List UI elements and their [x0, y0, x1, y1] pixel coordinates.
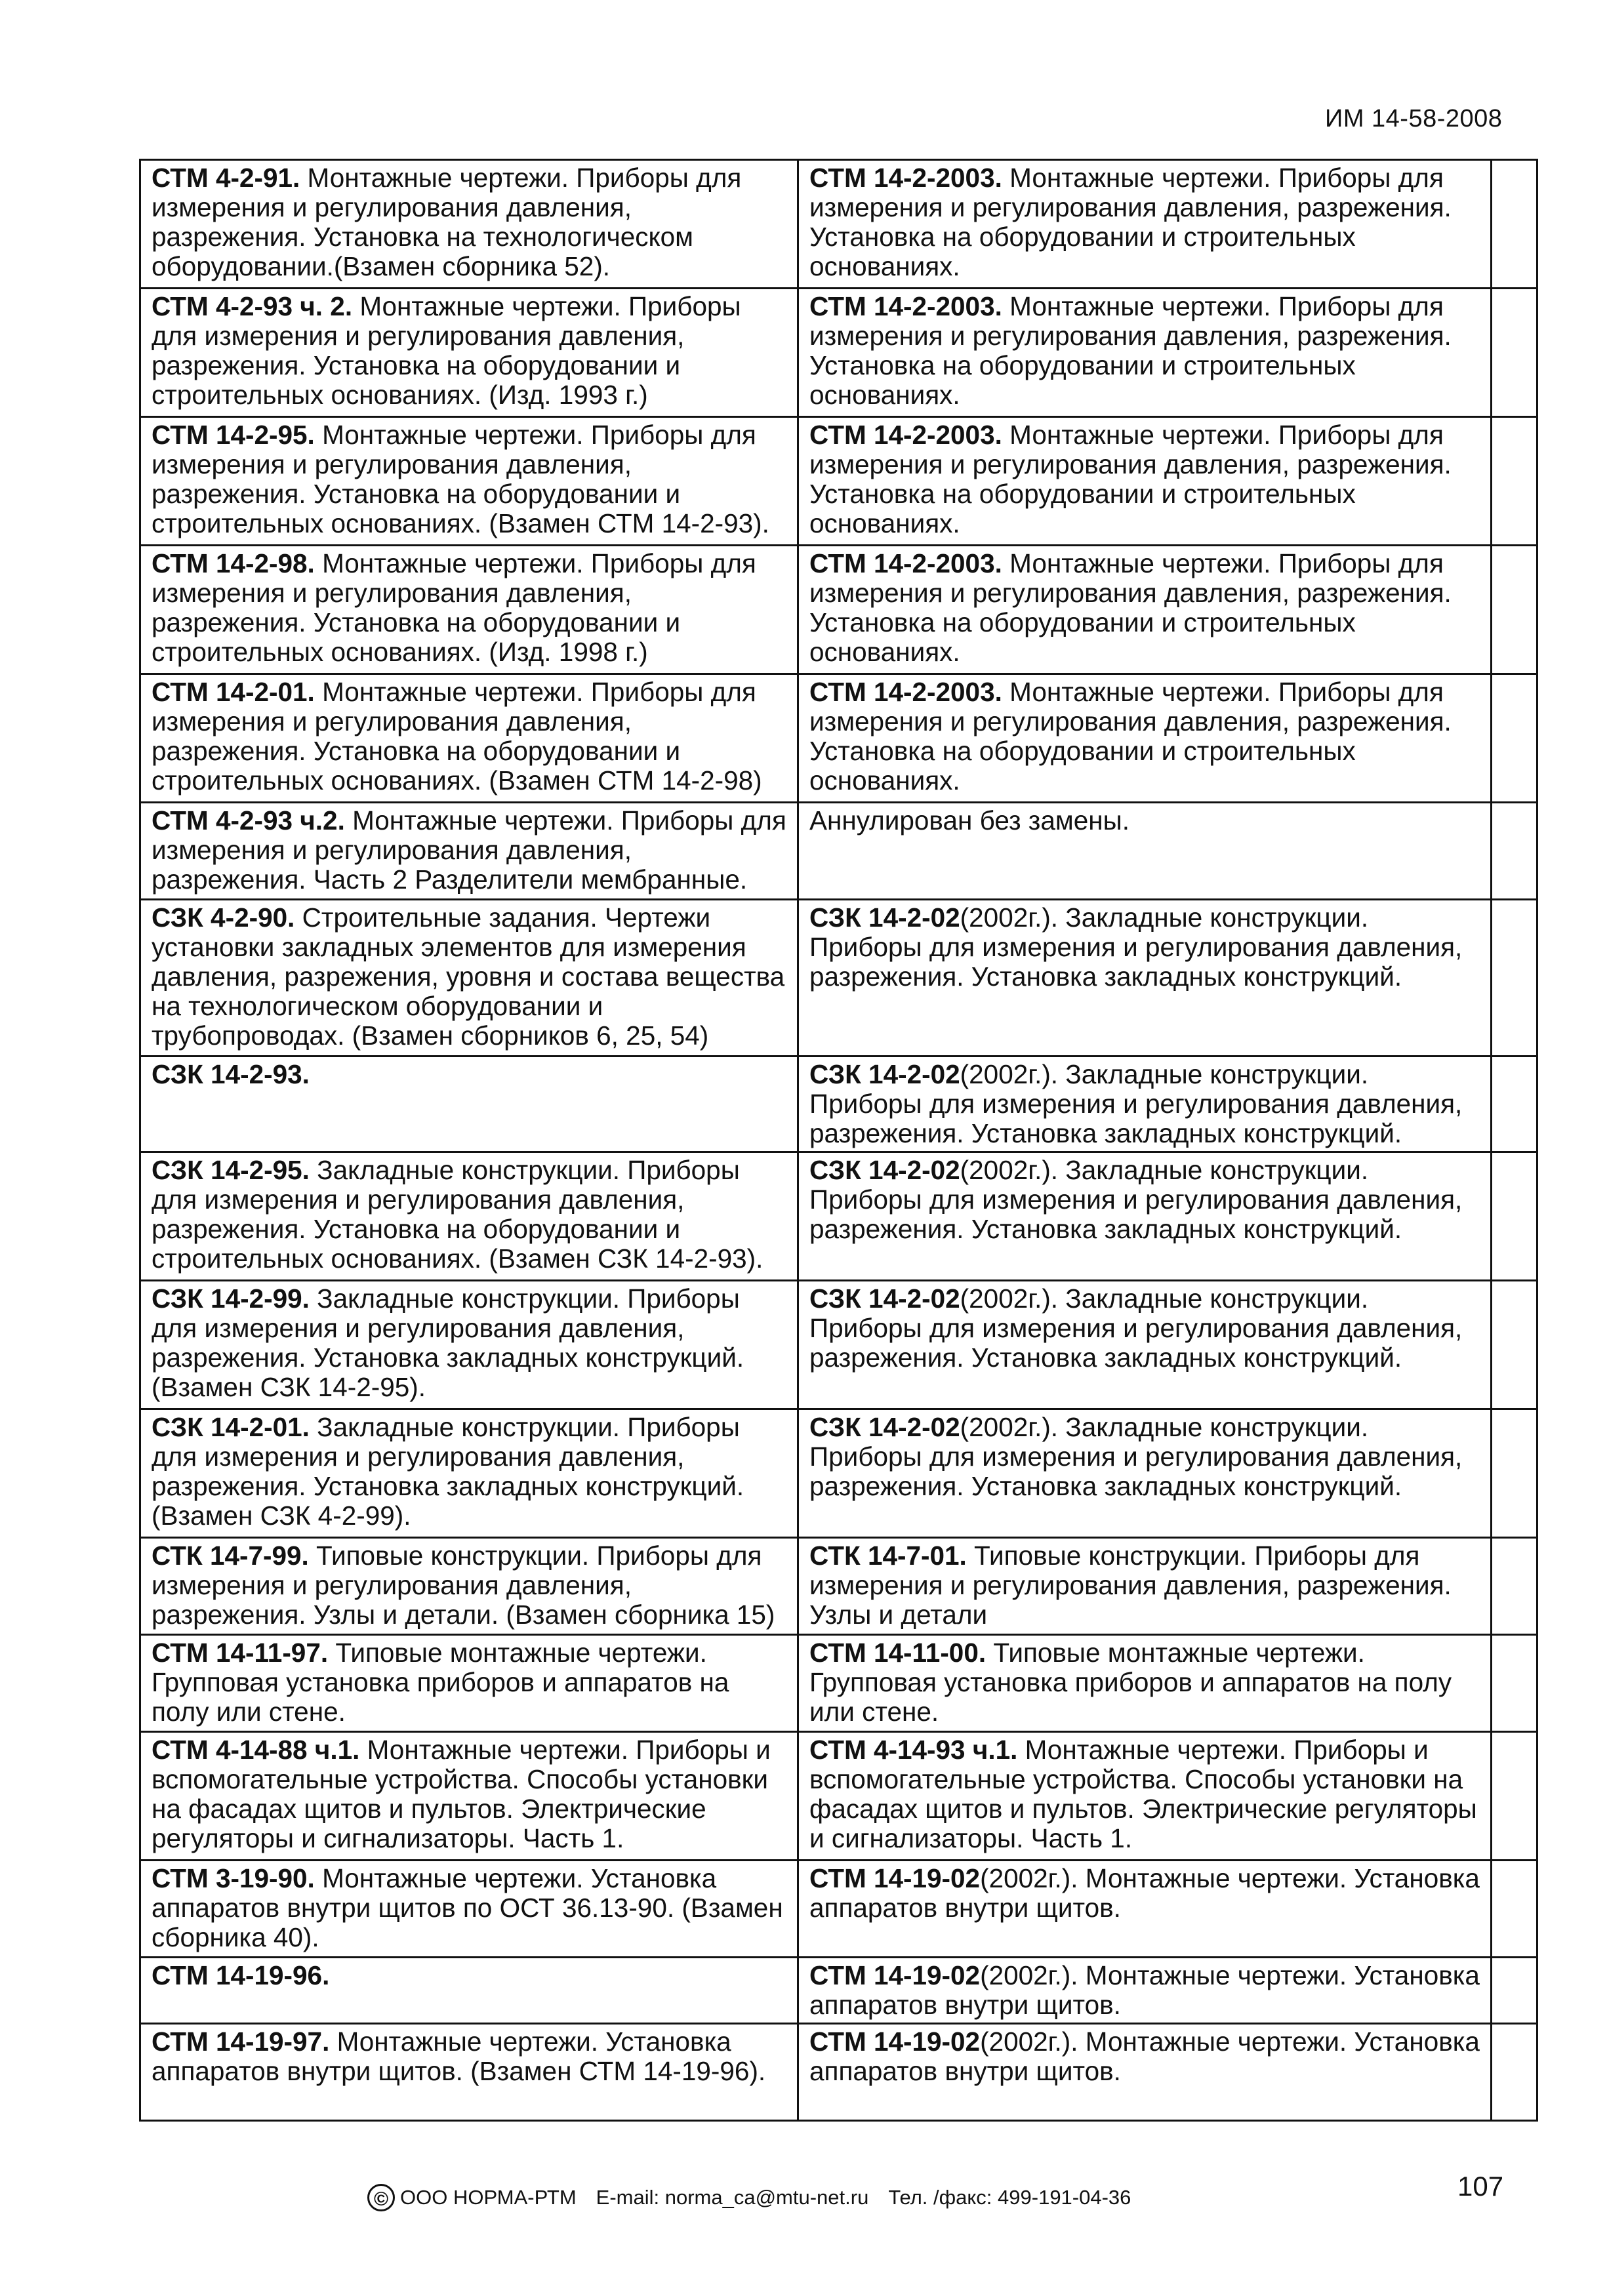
table-row	[140, 1861, 1537, 1958]
right-document-code: СТК 14-7-01.	[809, 1541, 967, 1571]
left-document-code: СЗК 4-2-90.	[152, 902, 295, 933]
cancelled-document-cell	[140, 1281, 798, 1409]
footer-email: E-mail: norma_ca@mtu-net.ru	[596, 2186, 869, 2209]
right-document-code: СТМ 14-2-2003.	[809, 420, 1002, 450]
right-document-description: Монтажные чертежи. Приборы для измерения и регулирования давления, разрежения. Установка на оборудовании и строительных основаниях.	[809, 163, 1452, 281]
standards-table-body	[140, 160, 1537, 2121]
replacement-document-cell	[798, 160, 1492, 289]
cancelled-document-cell	[140, 1635, 798, 1732]
notes-cell	[1492, 546, 1537, 674]
notes-cell	[1492, 417, 1537, 546]
table-row	[140, 1281, 1537, 1409]
left-document-description: Монтажные чертежи. Приборы для измерения и регулирования давления, разрежения. Установка на технологическом оборудовании.(Взамен сборника 52).	[152, 163, 742, 281]
left-document-code: СТМ 4-2-93 ч. 2.	[152, 291, 353, 321]
left-document-description: Закладные конструкции. Приборы для измерения и регулирования давления, разрежения. Установка на оборудовании и строительных основаниях. (Взамен СЗК 14-2-93).	[152, 1155, 763, 1274]
replacement-document-cell	[798, 674, 1492, 803]
notes-cell	[1492, 900, 1537, 1057]
notes-cell	[1492, 1409, 1537, 1538]
left-document-description: Монтажные чертежи. Приборы и вспомогательные устройства. Способы установки на фасадах щитов и пультов. Электрические регуляторы и сигнализаторы. Часть 1.	[152, 1735, 771, 1853]
notes-cell	[1492, 1057, 1537, 1152]
right-document-code: СЗК 14-2-02	[809, 1155, 960, 1185]
table-row	[140, 1732, 1537, 1861]
right-document-code: СТМ 14-19-02	[809, 2026, 981, 2057]
notes-cell	[1492, 1732, 1537, 1861]
right-document-description: (2002г.). Закладные конструкции. Приборы для измерения и регулирования давления, разрежения. Установка закладных конструкций.	[809, 1283, 1463, 1373]
right-document-description: (2002г.). Монтажные чертежи. Установка аппаратов внутри щитов.	[809, 2026, 1480, 2086]
left-document-code: СТМ 14-19-97.	[152, 2026, 330, 2057]
table-row	[140, 1635, 1537, 1732]
left-document-code: СТМ 14-19-96.	[152, 1960, 330, 1990]
table-row	[140, 900, 1537, 1057]
right-document-description: Монтажные чертежи. Приборы для измерения и регулирования давления, разрежения. Установка на оборудовании и строительных основаниях.	[809, 677, 1452, 796]
table-row	[140, 1152, 1537, 1281]
notes-cell	[1492, 1152, 1537, 1281]
right-document-description: (2002г.). Закладные конструкции. Приборы для измерения и регулирования давления, разрежения. Установка закладных конструкций.	[809, 902, 1463, 992]
right-document-description: Аннулирован без замены.	[809, 805, 1129, 836]
replacement-document-cell	[798, 2024, 1492, 2121]
right-document-description: Монтажные чертежи. Приборы для измерения и регулирования давления, разрежения. Установка на оборудовании и строительных основаниях.	[809, 548, 1452, 667]
notes-cell	[1492, 1281, 1537, 1409]
cancelled-document-cell	[140, 2024, 798, 2121]
table-row	[140, 289, 1537, 417]
left-document-description: Монтажные чертежи. Установка аппаратов внутри щитов по ОСТ 36.13-90. (Взамен сборника 40).	[152, 1863, 783, 1952]
notes-cell	[1492, 289, 1537, 417]
replacement-document-cell	[798, 289, 1492, 417]
cancelled-document-cell	[140, 803, 798, 900]
cancelled-document-cell	[140, 900, 798, 1057]
notes-cell	[1492, 803, 1537, 900]
replacement-document-cell	[798, 1635, 1492, 1732]
right-document-description: Типовые конструкции. Приборы для измерения и регулирования давления, разрежения. Узлы и детали	[809, 1541, 1452, 1630]
right-document-code: СТМ 14-19-02	[809, 1960, 981, 1990]
cancelled-document-cell	[140, 1057, 798, 1152]
right-document-code: СЗК 14-2-02	[809, 1059, 960, 1089]
right-document-code: СТМ 14-19-02	[809, 1863, 981, 1893]
cancelled-document-cell	[140, 674, 798, 803]
left-document-code: СТМ 14-2-98.	[152, 548, 315, 578]
table-row	[140, 1958, 1537, 2024]
right-document-description: (2002г.). Закладные конструкции. Приборы для измерения и регулирования давления, разрежения. Установка закладных конструкций.	[809, 1412, 1463, 1501]
left-document-description: Монтажные чертежи. Приборы для измерения и регулирования давления, разрежения. Установка на оборудовании и строительных основаниях. (Взамен СТМ 14-2-93).	[152, 420, 769, 538]
left-document-description: Типовые конструкции. Приборы для измерения и регулирования давления, разрежения. Узлы и детали. (Взамен сборника 15)	[152, 1541, 775, 1630]
right-document-description: Типовые монтажные чертежи. Групповая установка приборов и аппаратов на полу или стене.	[809, 1638, 1452, 1727]
replacement-document-cell	[798, 803, 1492, 900]
left-document-code: СЗК 14-2-95.	[152, 1155, 310, 1185]
standards-table	[139, 159, 1538, 2122]
table-row	[140, 674, 1537, 803]
replacement-document-cell	[798, 1732, 1492, 1861]
left-document-code: СТМ 14-2-01.	[152, 677, 315, 707]
table-row	[140, 1409, 1537, 1538]
notes-cell	[1492, 1635, 1537, 1732]
cancelled-document-cell	[140, 1732, 798, 1861]
left-document-code: СЗК 14-2-93.	[152, 1059, 310, 1089]
left-document-code: СТМ 3-19-90.	[152, 1863, 315, 1893]
notes-cell	[1492, 1861, 1537, 1958]
left-document-code: СТМ 4-2-91.	[152, 163, 300, 193]
right-document-code: СТМ 4-14-93 ч.1.	[809, 1735, 1018, 1765]
copyright-icon: ©	[367, 2184, 395, 2211]
table-row	[140, 803, 1537, 900]
table-row	[140, 546, 1537, 674]
right-document-code: СТМ 14-11-00.	[809, 1638, 987, 1668]
left-document-description: Закладные конструкции. Приборы для измерения и регулирования давления, разрежения. Установка закладных конструкций. (Взамен СЗК 4-2-99).	[152, 1412, 744, 1531]
right-document-code: СЗК 14-2-02	[809, 1283, 960, 1314]
left-document-description: Закладные конструкции. Приборы для измерения и регулирования давления, разрежения. Установка закладных конструкций. (Взамен СЗК 14-2-95).	[152, 1283, 744, 1402]
notes-cell	[1492, 1538, 1537, 1635]
left-document-code: СТМ 14-2-95.	[152, 420, 315, 450]
cancelled-document-cell	[140, 1861, 798, 1958]
right-document-code: СЗК 14-2-02	[809, 1412, 960, 1442]
table-row	[140, 1057, 1537, 1152]
cancelled-document-cell	[140, 1958, 798, 2024]
notes-cell	[1492, 2024, 1537, 2121]
table-row	[140, 1538, 1537, 1635]
right-document-description: Монтажные чертежи. Приборы и вспомогательные устройства. Способы установки на фасадах щитов и пультов. Электрические регуляторы и сигнализаторы. Часть 1.	[809, 1735, 1477, 1853]
replacement-document-cell	[798, 1057, 1492, 1152]
right-document-description: Монтажные чертежи. Приборы для измерения и регулирования давления, разрежения. Установка на оборудовании и строительных основаниях.	[809, 420, 1452, 538]
left-document-code: СЗК 14-2-99.	[152, 1283, 310, 1314]
left-document-code: СЗК 14-2-01.	[152, 1412, 310, 1442]
footer	[367, 2184, 1131, 2211]
replacement-document-cell	[798, 546, 1492, 674]
replacement-document-cell	[798, 1281, 1492, 1409]
right-document-code: СТМ 14-2-2003.	[809, 291, 1002, 321]
left-document-description: Строительные задания. Чертежи установки закладных элементов для измерения давления, разрежения, уровня и состава вещества на технологическом оборудовании и трубопроводах. (Взамен сборников 6, 25, 54)	[152, 902, 785, 1051]
cancelled-document-cell	[140, 289, 798, 417]
right-document-code: СЗК 14-2-02	[809, 902, 960, 933]
table-row	[140, 2024, 1537, 2121]
cancelled-document-cell	[140, 546, 798, 674]
replacement-document-cell	[798, 1538, 1492, 1635]
right-document-code: СТМ 14-2-2003.	[809, 163, 1002, 193]
replacement-document-cell	[798, 1861, 1492, 1958]
left-document-description: Монтажные чертежи. Установка аппаратов внутри щитов. (Взамен СТМ 14-19-96).	[152, 2026, 766, 2086]
left-document-description: Монтажные чертежи. Приборы для измерения и регулирования давления, разрежения. Установка на оборудовании и строительных основаниях. (Изд. 1998 г.)	[152, 548, 756, 667]
left-document-description: Типовые монтажные чертежи. Групповая установка приборов и аппаратов на полу или стене.	[152, 1638, 729, 1727]
left-document-code: СТМ 4-2-93 ч.2.	[152, 805, 345, 836]
notes-cell	[1492, 160, 1537, 289]
replacement-document-cell	[798, 900, 1492, 1057]
left-document-description: Монтажные чертежи. Приборы для измерения и регулирования давления, разрежения. Установка на оборудовании и строительных основаниях. (Изд. 1993 г.)	[152, 291, 741, 410]
cancelled-document-cell	[140, 1409, 798, 1538]
right-document-code: СТМ 14-2-2003.	[809, 548, 1002, 578]
left-document-description: Монтажные чертежи. Приборы для измерения и регулирования давления, разрежения. Установка на оборудовании и строительных основаниях. (Взамен СТМ 14-2-98)	[152, 677, 762, 796]
replacement-document-cell	[798, 1409, 1492, 1538]
replacement-document-cell	[798, 417, 1492, 546]
cancelled-document-cell	[140, 417, 798, 546]
footer-phone: Тел. /факс: 499-191-04-36	[888, 2186, 1131, 2209]
page-number: 107	[1457, 2171, 1504, 2202]
left-document-code: СТК 14-7-99.	[152, 1541, 309, 1571]
right-document-description: (2002г.). Монтажные чертежи. Установка аппаратов внутри щитов.	[809, 1863, 1480, 1923]
cancelled-document-cell	[140, 1152, 798, 1281]
replacement-document-cell	[798, 1958, 1492, 2024]
document-code: ИМ 14-58-2008	[1325, 105, 1503, 132]
left-document-code: СТМ 4-14-88 ч.1.	[152, 1735, 360, 1765]
notes-cell	[1492, 674, 1537, 803]
notes-cell	[1492, 1958, 1537, 2024]
right-document-description: (2002г.). Монтажные чертежи. Установка аппаратов внутри щитов.	[809, 1960, 1480, 2020]
right-document-code: СТМ 14-2-2003.	[809, 677, 1002, 707]
right-document-description: Монтажные чертежи. Приборы для измерения и регулирования давления, разрежения. Установка на оборудовании и строительных основаниях.	[809, 291, 1452, 410]
cancelled-document-cell	[140, 1538, 798, 1635]
right-document-description: (2002г.). Закладные конструкции. Приборы для измерения и регулирования давления, разрежения. Установка закладных конструкций.	[809, 1155, 1463, 1244]
replacement-document-cell	[798, 1152, 1492, 1281]
cancelled-document-cell	[140, 160, 798, 289]
table-row	[140, 417, 1537, 546]
footer-company: ООО НОРМА-РТМ	[400, 2186, 577, 2209]
left-document-code: СТМ 14-11-97.	[152, 1638, 329, 1668]
table-row	[140, 160, 1537, 289]
right-document-description: (2002г.). Закладные конструкции. Приборы для измерения и регулирования давления, разрежения. Установка закладных конструкций.	[809, 1059, 1463, 1148]
left-document-description: Монтажные чертежи. Приборы для измерения и регулирования давления, разрежения. Часть 2 Разделители мембранные.	[152, 805, 786, 895]
